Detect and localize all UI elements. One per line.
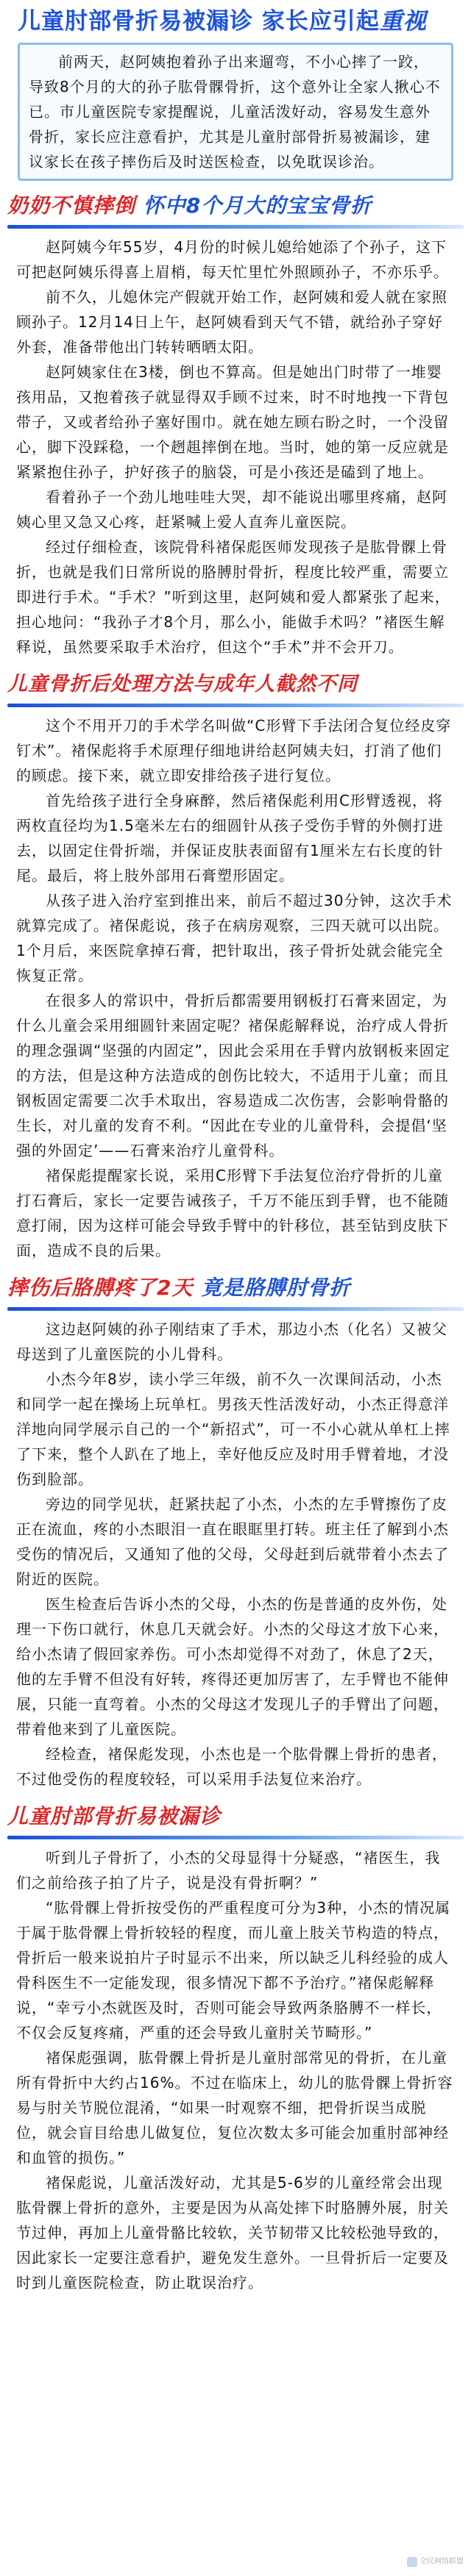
section-divider — [7, 1836, 464, 1839]
section-title — [7, 670, 464, 699]
paragraph: 看着孙子一个劲儿地哇哇大哭，却不能说出哪里疼痛，赵阿姨心里又急又心疼，赶紧喊上爱人直奔儿童医院。 — [16, 488, 447, 531]
paragraph: “肱骨髁上骨折按受伤的严重程度可分为3种，小杰的情况属于属于肱骨髁上骨折较轻的程度，而儿童上肢关节构造的特点，骨折后一般来说拍片子时显示不出来，所以缺乏儿科经验的成人骨科医生不一定能发现，很多情况下都不予治疗。”褚保彪解释说，“幸亏小杰就医及时，否则可能会导致两条胳膊不一样长，不仅会反复疼痛，严重的还会导致儿童肘关节畸形。” — [16, 1899, 451, 2042]
section-divider — [7, 1307, 464, 1311]
section-title — [7, 1802, 464, 1831]
section-4 — [0, 1802, 471, 2295]
section-title — [7, 1273, 464, 1303]
paragraph: 旁边的同学见状，赶紧扶起了小杰，小杰的左手臂擦伤了皮正在流血，疼的小杰眼泪一直在眼眶里打转。班主任了解到小杰受伤的情况后，又通知了他的父母，父母赶到后就带着小杰去了附近的医院。 — [16, 1495, 449, 1588]
title-emphasis: 重视 — [379, 8, 427, 35]
section-title-red: 儿童骨折后处理方法与成年人截然不同 — [7, 673, 358, 695]
section-title — [7, 191, 464, 221]
article-title — [0, 0, 471, 40]
section-title-blue: 怀中8个月大的宝宝骨折 — [143, 193, 372, 218]
section-title-red: 摔伤后胳膊疼了2天 — [7, 1276, 194, 1300]
paragraph: 褚保彪强调，肱骨髁上骨折是儿童肘部常见的骨折，在儿童所有骨折中大约占16%。不过在临床上，幼儿的肱骨髁上骨折容易与肘关节脱位混淆，“如果一时观察不细，把骨折误当成脱位，就会盲目给患儿做复位，复位次数太多可能会加重肘部神经和血管的损伤。” — [16, 2049, 453, 2167]
watermark-logo-icon — [407, 2557, 417, 2567]
paragraph: 前不久，儿媳休完产假就开始工作，赵阿姨和爱人就在家照顾孙子。12月14日上午，赵阿姨看到天气不错，就给孙子穿好外套，准备带他出门转转晒晒太阳。 — [16, 288, 447, 356]
paragraph: 小杰今年8岁，读小学三年级，前不久一次课间活动，小杰和同学一起在操场上玩单杠。男孩天性活泼好动，小杰正得意洋洋地向同学展示自己的一个“新招式”，可一不小心就从单杠上摔了下来，整个人趴在了地上，幸好他反应及时用手臂着地，才没伤到脸部。 — [16, 1370, 450, 1488]
paragraph: 听到儿子骨折了，小杰的父母显得十分疑惑，“褚医生，我们之前给孩子拍了片子，说是没有骨折啊？” — [16, 1849, 441, 1892]
section-divider — [7, 704, 464, 707]
intro-paragraph: 前两天，赵阿姨抱着孙子出来遛弯，不小心摔了一跤，导致8个月的大的孙子肱骨髁骨折，这个意外让全家人揪心不已。市儿童医院专家提醒说，儿童活泼好动，容易发生意外骨折，家长应注意看护，尤其是儿童肘部骨折易被漏诊，建议家长在孩子摔伤后及时送医检查，以免耽误诊治。 — [29, 53, 441, 171]
intro-box — [18, 43, 453, 181]
title-suffix: 家长应引起 — [261, 8, 380, 35]
paragraph: 从孩子进入治疗室到推出来，前后不超过30分钟，这次手术就算完成了。褚保彪说，孩子在病房观察，三四天就可以出院。1个月后，来医院拿掉石膏，把针取出，孩子骨折处就会能完全恢复正常。 — [16, 892, 453, 984]
section-title-red: 奶奶不慎摔倒 — [7, 193, 136, 218]
watermark — [393, 2554, 464, 2570]
section-1 — [0, 191, 471, 659]
paragraph: 这个不用开刀的手术学名叫做“C形臂下手法闭合复位经皮穿钉术”。褚保彪将手术原理仔细地讲给赵阿姨夫妇，打消了他们的顾虑。接下来，就立即安排给孩子进行复位。 — [16, 717, 452, 784]
section-divider — [7, 225, 464, 229]
paragraph: 赵阿姨今年55岁，4月份的时候儿媳给她添了个孙子，这下可把赵阿姨乐得喜上眉梢，每天忙里忙外照顾孙子，不亦乐乎。 — [16, 238, 449, 281]
section-title-blue: 竟是胳膊肘骨折 — [201, 1276, 351, 1300]
paragraph: 首先给孩子进行全身麻醉，然后褚保彪利用C形臂透视，将两枚直径均为1.5毫米左右的细圆针从孩子受伤手臂的外侧打进去，以固定住骨折端，并保证皮肤表面留有1厘米左右长度的针尾。最后，将上肢外部用石膏塑形固定。 — [16, 792, 444, 884]
section-2 — [0, 670, 471, 1263]
paragraph: 在很多人的常识中，骨折后都需要用钢板打石膏来固定，为什么儿童会采用细圆针来固定呢？褚保彪解释说，治疗成人骨折的理念强调“坚强的内固定”，因此会采用在手臂内放钢板来固定的方法，但是这种方法造成的创伤比较大，不适用于儿童；而且钢板固定需要二次手术取出，容易造成二次伤害，会影响骨骼的生长，对儿童的发育不利。“因此在专业的儿童骨科，会提倡‘坚强的外固定’——石膏来治疗儿童骨科。 — [16, 992, 450, 1159]
paragraph: 褚保彪提醒家长说，采用C形臂下手法复位治疗骨折的儿童打石膏后，家长一定要告诫孩子，千万不能压到手臂，也不能随意打闹，因为这样可能会导致手臂中的针移位，甚至钻到皮肤下面，造成不良的后果。 — [16, 1167, 449, 1259]
paragraph: 医生检查后告诉小杰的父母，小杰的伤是普通的皮外伤，处理一下伤口就行，休息几天就会好。小杰的父母这才放下心来，给小杰请了假回家养伤。可小杰却觉得不对劲了，休息了2天，他的左手臂不但没有好转，疼得还更加厉害了，左手臂也不能伸展，只能一直弯着。小杰的父母这才发现儿子的手臂出了问题，带着他来到了儿童医院。 — [16, 1595, 449, 1738]
paragraph: 褚保彪说，儿童活泼好动，尤其是5-6岁的儿童经常会出现肱骨髁上骨折的意外，主要是因为从高处摔下时胳膊外展，肘关节过伸，再加上儿童骨骼比较软，关节韧带又比较松弛导致的，因此家长一定要注意看护，避免发生意外。一旦骨折后一定要及时到儿童医院检查，防止耽误治疗。 — [16, 2174, 449, 2291]
watermark-text: 全民网络联盟 — [419, 2558, 464, 2566]
section-title-red: 儿童肘部骨折易被漏诊 — [7, 1804, 222, 1828]
paragraph: 经检查，褚保彪发现，小杰也是一个肱骨髁上骨折的患者，不过他受伤的程度较轻，可以采用手法复位来治疗。 — [16, 1745, 447, 1788]
paragraph: 赵阿姨家住在3楼，倒也不算高。但是她出门时带了一堆婴孩用品，又抱着孩子就显得双手顾不过来，时不时地拽一下背包带子，又或者给孙子塞好围巾。就在她左顾右盼之时，一个没留心，脚下没踩稳，一个趔趄摔倒在地。当时，她的第一反应就是紧紧抱住孙子，护好孩子的脑袋，可是小孩还是磕到了地上。 — [16, 363, 449, 481]
paragraph: 经过仔细检查，该院骨科褚保彪医师发现孩子是肱骨髁上骨折，也就是我们日常所说的胳膊肘骨折，程度比较严重，需要立即进行手术。“手术？”听到这里，赵阿姨和爱人都紧张了起来，担心地问：“我孙子才8个月，那么小，能做手术吗？”褚医生解释说，虽然要采取手术治疗，但这个“手术”并不会开刀。 — [16, 538, 450, 656]
section-3 — [0, 1273, 471, 1792]
paragraph: 这边赵阿姨的孙子刚结束了手术，那边小杰（化名）又被父母送到了儿童医院的小儿骨科。 — [16, 1320, 447, 1363]
title-prefix: 儿童肘部骨折易被漏诊 — [18, 8, 253, 35]
